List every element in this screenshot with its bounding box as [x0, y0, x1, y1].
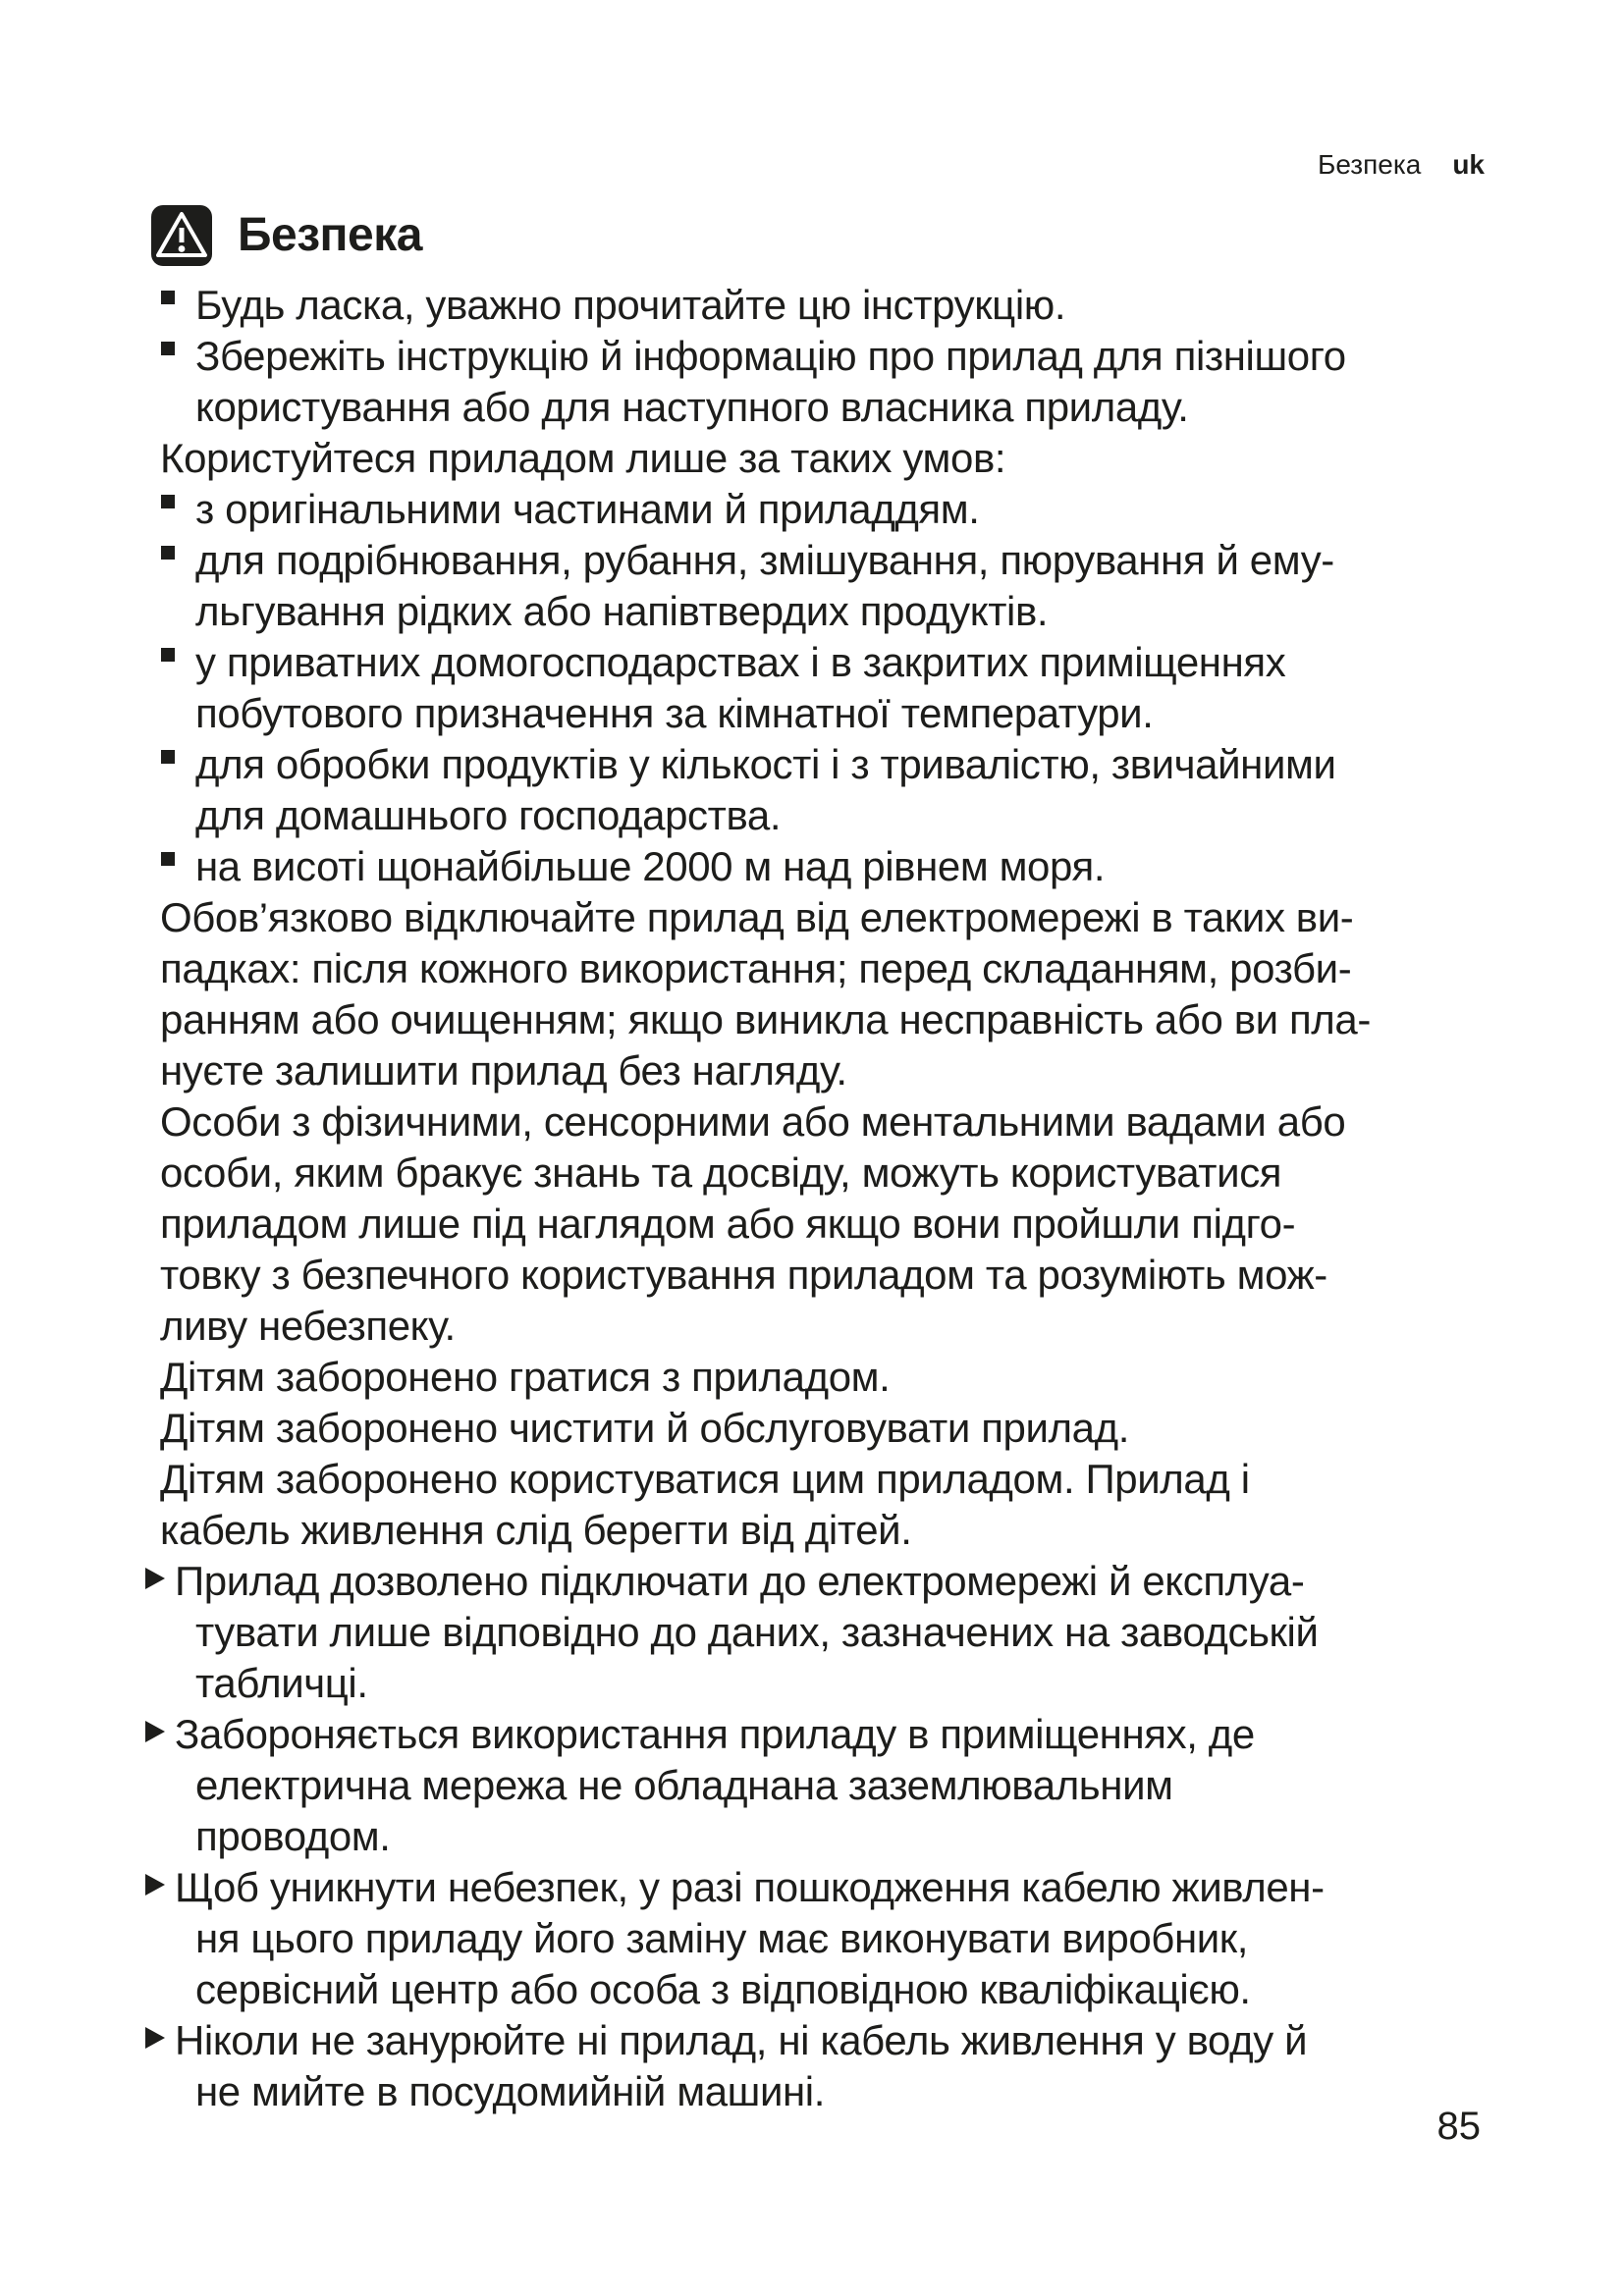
warning-triangle-icon	[150, 204, 213, 267]
text-line: особи, яким бракує знань та досвіду, можуть користуватися	[160, 1149, 1282, 1196]
text-line: не мийте в посудомийній машині.	[195, 2068, 825, 2114]
text-line: Ніколи не занурюйте ні прилад, ні кабель живлення у воду й	[175, 2017, 1308, 2063]
paragraph	[137, 433, 1507, 484]
text-line: Дітям заборонено чистити й обслуговувати прилад.	[160, 1405, 1129, 1451]
text-line: Прилад дозволено підключати до електромережі й експлуа-	[175, 1558, 1305, 1604]
text-line: користування або для наступного власника приладу.	[195, 384, 1189, 430]
square-bullet-icon	[161, 852, 175, 866]
page-footer	[1437, 2103, 1482, 2150]
content-area	[137, 280, 1507, 2117]
triangle-right-arrow-icon	[145, 1568, 165, 1589]
arrow-item	[137, 1709, 1507, 1862]
bullet-item	[137, 841, 1507, 892]
square-bullet-icon	[161, 291, 175, 304]
text-line: падках: після кожного використання; перед складанням, розби-	[160, 945, 1352, 991]
text-line: сервісний центр або особа з відповідною кваліфікацією.	[195, 1966, 1251, 2012]
paragraph	[137, 1352, 1507, 1403]
text-line: Користуйтеся приладом лише за таких умов:	[160, 435, 1006, 481]
text-line: тувати лише відповідно до даних, зазначених на заводській	[195, 1609, 1319, 1655]
triangle-right-arrow-icon	[145, 1874, 165, 1896]
arrow-item	[137, 2015, 1507, 2117]
text-line: побутового призначення за кімнатної температури.	[195, 690, 1154, 736]
arrow-item	[137, 1556, 1507, 1709]
text-line: проводом.	[195, 1813, 391, 1859]
page-header	[1318, 148, 1485, 182]
text-line: Особи з фізичними, сенсорними або ментальними вадами або	[160, 1098, 1346, 1145]
text-line: Дітям заборонено гратися з приладом.	[160, 1354, 891, 1400]
text-line: кабель живлення слід берегти від дітей.	[160, 1507, 912, 1553]
bullet-item	[137, 484, 1507, 535]
square-bullet-icon	[161, 495, 175, 508]
text-line: електрична мережа не обладнана заземлювальним	[195, 1762, 1173, 1808]
text-line: Забороняється використання приладу в приміщеннях, де	[175, 1711, 1255, 1757]
paragraph	[137, 1096, 1507, 1352]
square-bullet-icon	[161, 546, 175, 560]
text-line: табличці.	[195, 1660, 368, 1706]
text-line: ливу небезпеку.	[160, 1303, 456, 1349]
text-line: Дітям заборонено користуватися цим приладом. Прилад і	[160, 1456, 1250, 1502]
text-line: з оригінальними частинами й приладдям.	[195, 486, 980, 532]
page-number: 85	[1436, 2105, 1481, 2148]
arrow-item	[137, 1862, 1507, 2015]
bullet-item	[137, 280, 1507, 331]
text-line: ранням або очищенням; якщо виникла несправність або ви пла-	[160, 996, 1371, 1042]
header-chapter-label: Безпека	[1317, 149, 1422, 180]
text-line: Будь ласка, уважно прочитайте цю інструкцію.	[195, 282, 1066, 328]
triangle-right-arrow-icon	[145, 2027, 165, 2049]
square-bullet-icon	[161, 648, 175, 662]
text-line: нуєте залишити прилад без нагляду.	[160, 1047, 847, 1094]
text-line: для обробки продуктів у кількості і з тривалістю, звичайними	[195, 741, 1336, 787]
text-line: для домашнього господарства.	[195, 792, 782, 838]
bullet-item	[137, 739, 1507, 841]
bullet-item	[137, 331, 1507, 433]
bullet-item	[137, 637, 1507, 739]
paragraph	[137, 1454, 1507, 1556]
text-line: на висоті щонайбільше 2000 м над рівнем моря.	[195, 843, 1106, 889]
text-line: для подрібнювання, рубання, змішування, пюрування й ему-	[195, 537, 1334, 583]
square-bullet-icon	[161, 342, 175, 355]
paragraph	[137, 892, 1507, 1096]
square-bullet-icon	[161, 750, 175, 764]
section-heading	[150, 204, 422, 267]
bullet-item	[137, 535, 1507, 637]
text-line: Обов’язково відключайте прилад від електромережі в таких ви-	[160, 894, 1354, 940]
text-line: Щоб уникнути небезпек, у разі пошкодження кабелю живлен-	[175, 1864, 1325, 1910]
text-line: Збережіть інструкцію й інформацію про прилад для пізнішого	[195, 333, 1346, 379]
text-line: ня цього приладу його заміну має виконувати виробник,	[195, 1915, 1249, 1961]
paragraph	[137, 1403, 1507, 1454]
text-line: льгування рідких або напівтвердих продуктів.	[195, 588, 1049, 634]
header-language-code: uk	[1452, 149, 1485, 180]
text-line: приладом лише під наглядом або якщо вони пройшли підго-	[160, 1201, 1296, 1247]
section-title: Безпека	[238, 209, 422, 261]
text-line: у приватних домогосподарствах і в закритих приміщеннях	[195, 639, 1286, 685]
text-line: товку з безпечного користування приладом та розуміють мож-	[160, 1252, 1327, 1298]
triangle-right-arrow-icon	[145, 1721, 165, 1742]
